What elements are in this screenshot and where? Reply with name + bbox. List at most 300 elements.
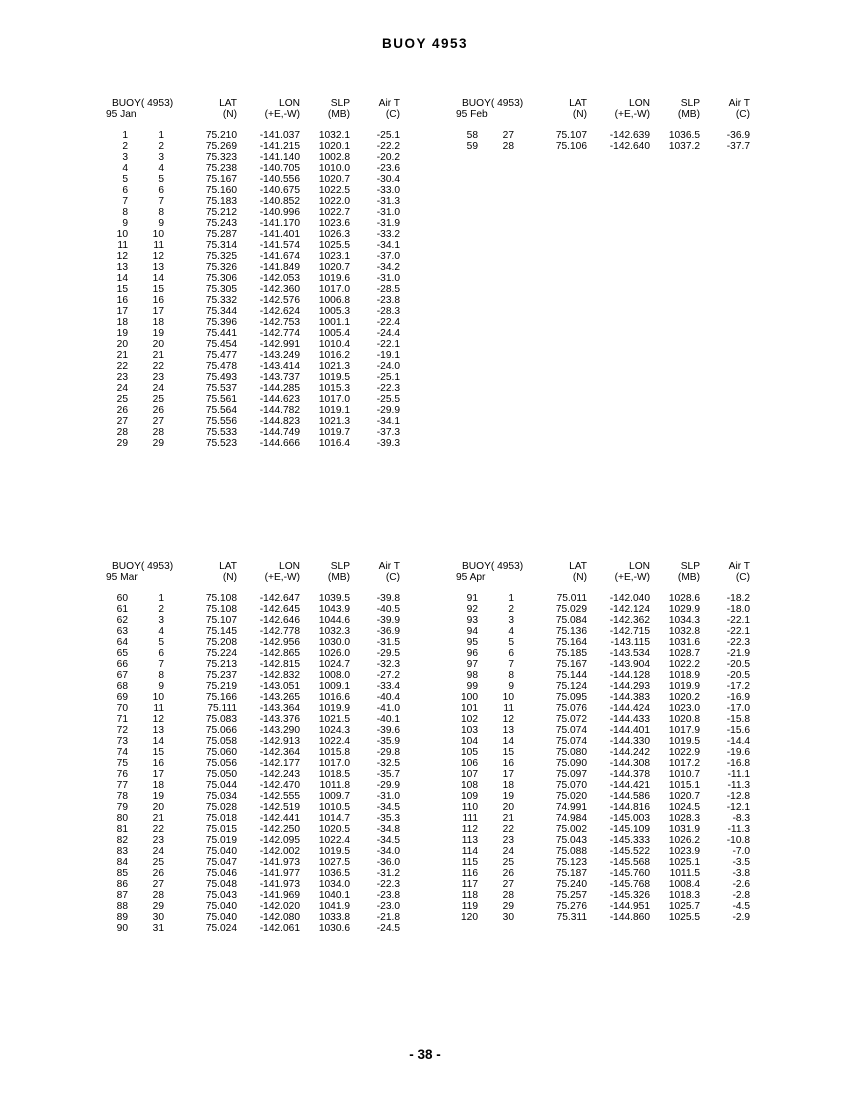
- longitude: -144.421: [609, 780, 650, 791]
- sea-level-pressure: 1018.5: [318, 769, 350, 780]
- table-row: [450, 747, 750, 758]
- longitude: -144.378: [609, 769, 650, 780]
- buoy-record-number: 11: [117, 240, 128, 251]
- buoy-record-number: 95: [466, 637, 478, 648]
- air-temperature: -31.0: [376, 791, 400, 802]
- latitude: 75.213: [205, 659, 237, 670]
- sea-level-pressure: 1022.4: [318, 835, 350, 846]
- buoy-record-number: 114: [461, 846, 478, 857]
- table-row: [100, 626, 400, 637]
- sea-level-pressure: 1020.7: [318, 262, 350, 273]
- sea-level-pressure: 1021.3: [318, 416, 350, 427]
- day-of-month: 20: [152, 802, 164, 813]
- sea-level-pressure: 1019.1: [318, 405, 350, 416]
- longitude: -144.433: [609, 714, 650, 725]
- slp-unit: (MB): [677, 572, 700, 583]
- air-temperature: -34.1: [376, 240, 400, 251]
- air-temperature: -29.8: [376, 747, 400, 758]
- sea-level-pressure: 1030.6: [318, 923, 350, 934]
- buoy-record-number: 85: [116, 868, 128, 879]
- latitude: 75.136: [555, 626, 587, 637]
- air-temperature: -35.9: [376, 736, 400, 747]
- latitude: 75.257: [555, 890, 587, 901]
- air-temperature: -34.1: [376, 416, 400, 427]
- table-apr: [450, 561, 750, 923]
- buoy-record-number: 9: [122, 218, 128, 229]
- table-row: [450, 802, 750, 813]
- air-temperature: -31.0: [376, 273, 400, 284]
- longitude: -144.623: [259, 394, 300, 405]
- day-of-month: 14: [502, 736, 514, 747]
- buoy-record-number: 109: [461, 791, 478, 802]
- air-temperature: -15.6: [726, 725, 750, 736]
- day-of-month: 17: [152, 306, 164, 317]
- air-temperature: -31.0: [376, 207, 400, 218]
- slp-unit: (MB): [677, 109, 700, 120]
- buoy-record-number: 98: [466, 670, 478, 681]
- day-of-month: 16: [152, 758, 164, 769]
- sea-level-pressure: 1009.7: [318, 791, 350, 802]
- table-row: [100, 405, 400, 416]
- longitude: -143.115: [610, 637, 650, 648]
- day-of-month: 19: [502, 791, 514, 802]
- header-units-row: [100, 572, 400, 583]
- table-row: [450, 846, 750, 857]
- latitude: 75.111: [207, 703, 237, 714]
- header-gap: [100, 583, 400, 593]
- air-temperature: -29.9: [376, 780, 400, 791]
- sea-level-pressure: 1022.9: [668, 747, 700, 758]
- buoy-record-number: 59: [466, 141, 478, 152]
- table-row: [450, 593, 750, 604]
- day-of-month: 8: [158, 207, 164, 218]
- buoy-record-number: 88: [116, 901, 128, 912]
- day-of-month: 3: [158, 615, 164, 626]
- air-temperature: -40.4: [376, 692, 400, 703]
- air-temperature: -16.8: [726, 758, 750, 769]
- buoy-record-number: 2: [122, 141, 128, 152]
- buoy-record-number: 93: [466, 615, 478, 626]
- buoy-record-number: 62: [116, 615, 128, 626]
- longitude: -141.574: [259, 240, 300, 251]
- table-row: [100, 780, 400, 791]
- sea-level-pressure: 1043.9: [318, 604, 350, 615]
- air-temperature: -23.6: [376, 163, 400, 174]
- table-row: [100, 372, 400, 383]
- buoy-record-number: 86: [116, 879, 128, 890]
- longitude: -142.991: [259, 339, 300, 350]
- header-gap: [450, 120, 750, 130]
- sea-level-pressure: 1014.7: [318, 813, 350, 824]
- latitude: 75.523: [205, 438, 237, 449]
- table-row: [100, 339, 400, 350]
- buoy-record-number: 89: [116, 912, 128, 923]
- sea-level-pressure: 1019.5: [668, 736, 700, 747]
- air-temperature: -3.8: [732, 868, 750, 879]
- air-temperature: -24.5: [376, 923, 400, 934]
- sea-level-pressure: 1016.6: [318, 692, 350, 703]
- latitude: 75.537: [205, 383, 237, 394]
- day-of-month: 19: [152, 328, 164, 339]
- day-of-month: 1: [158, 130, 164, 141]
- longitude: -140.852: [259, 196, 300, 207]
- table-row: [450, 659, 750, 670]
- buoy-record-number: 106: [461, 758, 478, 769]
- longitude: -142.441: [259, 813, 300, 824]
- table-row: [100, 284, 400, 295]
- longitude: -140.556: [259, 174, 300, 185]
- air-temperature: -2.6: [732, 879, 750, 890]
- table-row: [100, 593, 400, 604]
- table-row: [450, 736, 750, 747]
- sea-level-pressure: 1019.9: [318, 703, 350, 714]
- buoy-record-number: 69: [116, 692, 128, 703]
- table-row: [100, 923, 400, 934]
- sea-level-pressure: 1032.8: [668, 626, 700, 637]
- day-of-month: 31: [152, 923, 164, 934]
- latitude: 75.224: [205, 648, 237, 659]
- day-of-month: 12: [152, 251, 164, 262]
- sea-level-pressure: 1027.5: [318, 857, 350, 868]
- buoy-record-number: 60: [116, 593, 128, 604]
- longitude: -144.586: [609, 791, 650, 802]
- buoy-record-number: 76: [116, 769, 128, 780]
- table-row: [450, 879, 750, 890]
- day-of-month: 6: [508, 648, 514, 659]
- sea-level-pressure: 1019.5: [318, 846, 350, 857]
- longitude: -144.293: [609, 681, 650, 692]
- latitude: 75.011: [556, 593, 587, 604]
- sea-level-pressure: 1044.6: [318, 615, 350, 626]
- lat-unit: (N): [572, 109, 587, 120]
- header-units-row: [450, 109, 750, 120]
- longitude: -143.534: [609, 648, 650, 659]
- latitude: 75.019: [205, 835, 237, 846]
- lon-unit: (+E,-W): [264, 572, 300, 583]
- air-temperature: -22.3: [726, 637, 750, 648]
- table-row: [100, 901, 400, 912]
- latitude: 75.276: [555, 901, 587, 912]
- longitude: -142.647: [259, 593, 300, 604]
- sea-level-pressure: 1039.5: [318, 593, 350, 604]
- lon-header: LON: [629, 561, 650, 572]
- slp-header: SLP: [680, 561, 700, 572]
- air-temperature: -34.8: [376, 824, 400, 835]
- longitude: -144.823: [259, 416, 300, 427]
- sea-level-pressure: 1019.9: [668, 681, 700, 692]
- sea-level-pressure: 1041.9: [318, 901, 350, 912]
- day-of-month: 28: [502, 141, 514, 152]
- latitude: 74.984: [555, 813, 587, 824]
- latitude: 75.344: [205, 306, 237, 317]
- buoy-record-number: 79: [116, 802, 128, 813]
- buoy-record-number: 70: [116, 703, 128, 714]
- air-temperature: -37.7: [726, 141, 750, 152]
- longitude: -141.170: [259, 218, 300, 229]
- buoy-record-number: 117: [461, 879, 478, 890]
- air-temperature: -22.2: [376, 141, 400, 152]
- day-of-month: 16: [502, 758, 514, 769]
- day-of-month: 4: [158, 163, 164, 174]
- day-of-month: 15: [502, 747, 514, 758]
- day-of-month: 27: [502, 130, 514, 141]
- sea-level-pressure: 1021.3: [318, 361, 350, 372]
- buoy-record-number: 67: [116, 670, 128, 681]
- table-feb: [450, 98, 750, 152]
- buoy-record-number: 71: [116, 714, 128, 725]
- day-of-month: 20: [152, 339, 164, 350]
- air-temperature: -32.3: [376, 659, 400, 670]
- buoy-record-number: 83: [116, 846, 128, 857]
- longitude: -144.749: [259, 427, 300, 438]
- lon-header: LON: [629, 98, 650, 109]
- latitude: 75.167: [205, 174, 237, 185]
- day-of-month: 2: [158, 141, 164, 152]
- latitude: 75.185: [555, 648, 587, 659]
- day-of-month: 24: [152, 846, 164, 857]
- table-row: [100, 857, 400, 868]
- air-temperature: -19.6: [726, 747, 750, 758]
- sea-level-pressure: 1005.3: [318, 306, 350, 317]
- longitude: -141.973: [259, 857, 300, 868]
- latitude: 75.269: [205, 141, 237, 152]
- air-temperature: -33.4: [376, 681, 400, 692]
- longitude: -141.849: [259, 262, 300, 273]
- buoy-record-number: 15: [116, 284, 128, 295]
- latitude: 75.015: [205, 824, 237, 835]
- latitude: 75.325: [205, 251, 237, 262]
- sea-level-pressure: 1036.5: [668, 130, 700, 141]
- latitude: 75.323: [205, 152, 237, 163]
- table-row: [100, 196, 400, 207]
- buoy-record-number: 101: [461, 703, 478, 714]
- buoy-record-number: 102: [461, 714, 478, 725]
- longitude: -142.645: [259, 604, 300, 615]
- sea-level-pressure: 1021.5: [318, 714, 350, 725]
- table-row: [100, 659, 400, 670]
- air-temperature: -32.5: [376, 758, 400, 769]
- longitude: -143.265: [259, 692, 300, 703]
- air-temperature: -19.1: [376, 350, 400, 361]
- table-row: [100, 637, 400, 648]
- table-row: [100, 174, 400, 185]
- period-label: 95 Jan: [106, 109, 137, 120]
- table-row: [100, 262, 400, 273]
- lat-header: LAT: [219, 561, 237, 572]
- sea-level-pressure: 1019.7: [318, 427, 350, 438]
- latitude: 75.478: [205, 361, 237, 372]
- buoy-record-number: 3: [122, 152, 128, 163]
- buoy-record-number: 8: [122, 207, 128, 218]
- air-temperature: -34.0: [376, 846, 400, 857]
- longitude: -142.640: [609, 141, 650, 152]
- latitude: 75.208: [205, 637, 237, 648]
- air-temperature: -2.8: [732, 890, 750, 901]
- table-row: [100, 306, 400, 317]
- table-row: [100, 394, 400, 405]
- buoy-record-number: 84: [116, 857, 128, 868]
- day-of-month: 11: [153, 703, 164, 714]
- day-of-month: 2: [508, 604, 514, 615]
- day-of-month: 17: [502, 769, 514, 780]
- air-temperature: -15.8: [726, 714, 750, 725]
- air-temperature: -29.5: [376, 648, 400, 659]
- air-temperature: -39.3: [376, 438, 400, 449]
- longitude: -144.782: [259, 405, 300, 416]
- day-of-month: 26: [152, 405, 164, 416]
- day-of-month: 7: [158, 196, 164, 207]
- air-temperature: -22.3: [376, 879, 400, 890]
- air-temperature: -22.1: [726, 626, 750, 637]
- table-row: [450, 868, 750, 879]
- latitude: 75.056: [205, 758, 237, 769]
- day-of-month: 11: [503, 703, 514, 714]
- sea-level-pressure: 1002.8: [318, 152, 350, 163]
- latitude: 75.306: [205, 273, 237, 284]
- latitude: 75.332: [205, 295, 237, 306]
- longitude: -143.249: [259, 350, 300, 361]
- period-label: 95 Apr: [456, 572, 486, 583]
- air-temperature: -11.3: [727, 824, 750, 835]
- period-label: 95 Feb: [456, 109, 488, 120]
- longitude: -141.401: [259, 229, 300, 240]
- airt-header: Air T: [728, 561, 750, 572]
- longitude: -142.576: [259, 295, 300, 306]
- sea-level-pressure: 1015.1: [668, 780, 700, 791]
- day-of-month: 23: [152, 835, 164, 846]
- buoy-record-number: 82: [116, 835, 128, 846]
- page-title: BUOY 4953: [381, 36, 469, 51]
- longitude: -140.996: [259, 207, 300, 218]
- latitude: 75.441: [205, 328, 237, 339]
- day-of-month: 26: [152, 868, 164, 879]
- sea-level-pressure: 1030.0: [318, 637, 350, 648]
- sea-level-pressure: 1025.1: [668, 857, 700, 868]
- table-row: [100, 152, 400, 163]
- longitude: -144.816: [609, 802, 650, 813]
- sea-level-pressure: 1020.8: [668, 714, 700, 725]
- air-temperature: -20.5: [726, 670, 750, 681]
- air-temperature: -34.5: [376, 835, 400, 846]
- day-of-month: 1: [508, 593, 514, 604]
- buoy-record-number: 17: [116, 306, 128, 317]
- sea-level-pressure: 1028.3: [668, 813, 700, 824]
- lat-header: LAT: [569, 98, 587, 109]
- table-row: [100, 648, 400, 659]
- air-temperature: -25.1: [376, 130, 400, 141]
- latitude: 75.238: [205, 163, 237, 174]
- buoy-record-number: 75: [116, 758, 128, 769]
- sea-level-pressure: 1017.0: [318, 758, 350, 769]
- sea-level-pressure: 1001.1: [318, 317, 350, 328]
- longitude: -142.002: [259, 846, 300, 857]
- longitude: -142.124: [609, 604, 650, 615]
- buoy-record-number: 115: [461, 857, 478, 868]
- table-row: [450, 824, 750, 835]
- day-of-month: 17: [152, 769, 164, 780]
- table-mar: [100, 561, 400, 934]
- longitude: -141.969: [259, 890, 300, 901]
- sea-level-pressure: 1015.3: [318, 383, 350, 394]
- longitude: -142.753: [259, 317, 300, 328]
- day-of-month: 9: [508, 681, 514, 692]
- buoy-record-number: 5: [122, 174, 128, 185]
- day-of-month: 28: [152, 427, 164, 438]
- buoy-record-number: 74: [116, 747, 128, 758]
- buoy-record-number: 100: [461, 692, 478, 703]
- table-row: [450, 758, 750, 769]
- latitude: 75.020: [555, 791, 587, 802]
- table-row: [450, 692, 750, 703]
- day-of-month: 18: [152, 317, 164, 328]
- table-row: [450, 780, 750, 791]
- buoy-record-number: 77: [116, 780, 128, 791]
- air-temperature: -14.4: [726, 736, 750, 747]
- table-row: [100, 328, 400, 339]
- sea-level-pressure: 1024.5: [668, 802, 700, 813]
- table-row: [450, 703, 750, 714]
- air-temperature: -3.5: [732, 857, 750, 868]
- day-of-month: 11: [153, 240, 164, 251]
- air-temperature: -12.8: [726, 791, 750, 802]
- longitude: -145.522: [609, 846, 650, 857]
- sea-level-pressure: 1018.3: [668, 890, 700, 901]
- buoy-record-number: 63: [116, 626, 128, 637]
- latitude: 75.167: [555, 659, 587, 670]
- day-of-month: 4: [508, 626, 514, 637]
- day-of-month: 8: [158, 670, 164, 681]
- longitude: -143.290: [259, 725, 300, 736]
- longitude: -142.470: [259, 780, 300, 791]
- buoy-record-number: 80: [116, 813, 128, 824]
- sea-level-pressure: 1019.6: [318, 273, 350, 284]
- table-row: [100, 769, 400, 780]
- day-of-month: 22: [152, 824, 164, 835]
- lat-unit: (N): [572, 572, 587, 583]
- day-of-month: 18: [152, 780, 164, 791]
- table-row: [100, 317, 400, 328]
- day-of-month: 18: [502, 780, 514, 791]
- longitude: -145.568: [609, 857, 650, 868]
- table-row: [450, 725, 750, 736]
- day-of-month: 30: [502, 912, 514, 923]
- table-row: [100, 185, 400, 196]
- airt-header: Air T: [378, 98, 400, 109]
- sea-level-pressure: 1024.3: [318, 725, 350, 736]
- air-temperature: -7.0: [732, 846, 750, 857]
- longitude: -141.674: [259, 251, 300, 262]
- table-row: [450, 835, 750, 846]
- table-row: [450, 857, 750, 868]
- latitude: 75.095: [555, 692, 587, 703]
- sea-level-pressure: 1016.4: [318, 438, 350, 449]
- latitude: 75.124: [555, 681, 587, 692]
- latitude: 75.240: [555, 879, 587, 890]
- buoy-header: BUOY( 4953): [112, 98, 174, 109]
- longitude: -142.715: [609, 626, 650, 637]
- buoy-record-number: 107: [461, 769, 478, 780]
- sea-level-pressure: 1011.5: [669, 868, 700, 879]
- buoy-record-number: 108: [461, 780, 478, 791]
- latitude: 75.108: [205, 604, 237, 615]
- sea-level-pressure: 1008.0: [318, 670, 350, 681]
- longitude: -145.333: [609, 835, 650, 846]
- buoy-record-number: 91: [466, 593, 478, 604]
- sea-level-pressure: 1036.5: [318, 868, 350, 879]
- buoy-record-number: 23: [116, 372, 128, 383]
- buoy-record-number: 1: [122, 130, 128, 141]
- table-row: [100, 802, 400, 813]
